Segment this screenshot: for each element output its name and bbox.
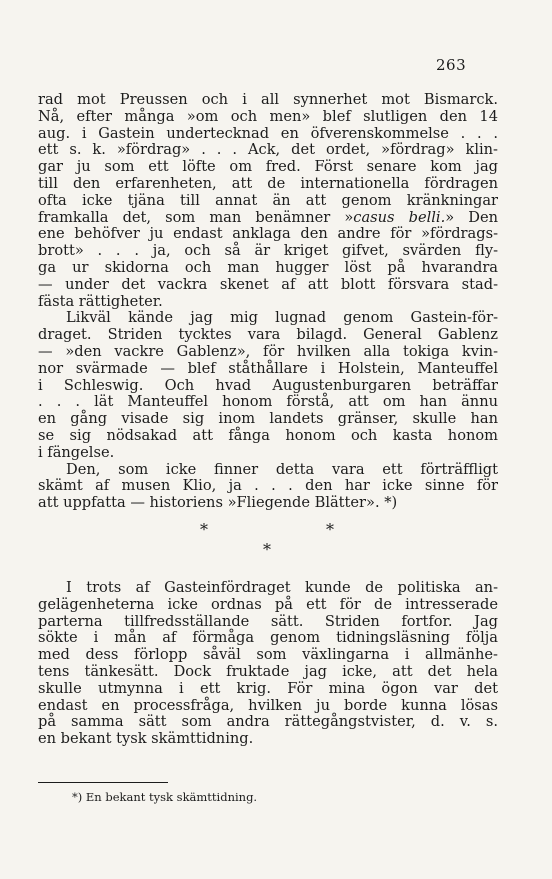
text-line: Likväl kände jag mig lugnad genom Gastein-för-	[66, 309, 498, 327]
asterisk: *	[263, 539, 271, 559]
text-line: parterna tillfredsställande sätt. Striden fortfor. Jag	[38, 612, 498, 630]
asterisk: *	[326, 519, 334, 539]
paragraph-3	[38, 462, 498, 512]
text-line: draget. Striden tycktes vara bilagd. General Gablenz	[38, 326, 498, 344]
text-line: framkalla det, som man benämner »casus belli.» Den	[38, 208, 498, 226]
text-line: fästa rättigheter.	[38, 292, 163, 310]
text-line: — »den vackre Gablenz», för hvilken alla tokiga kvin-	[38, 342, 498, 360]
text-line: ene behöfver ju endast anklaga den andre för »fördrags-	[38, 225, 498, 243]
paragraph-4	[38, 580, 498, 748]
text-line: i fängelse.	[38, 443, 115, 461]
text-line: se sig nödsakad att fånga honom och kasta honom	[38, 426, 498, 444]
text-line: ga ur skidorna och man hugger löst på hvarandra	[38, 258, 498, 276]
text-line: gelägenheterna icke ordnas på ett för de intresserade	[38, 595, 498, 613]
paragraph-2	[38, 310, 498, 461]
text-line: . . . lät Manteuffel honom förstå, att om han ännu	[38, 393, 498, 411]
text-line: rad mot Preussen och i all synnerhet mot Bismarck.	[38, 91, 498, 108]
page-number: 263	[436, 56, 467, 74]
footnote: *) En bekant tysk skämttidning.	[72, 790, 258, 804]
text-line: tens tänkesätt. Dock fruktade jag icke, att det hela	[38, 662, 498, 680]
text-line: brott» . . . ja, och så är kriget gifvet, svärden fly-	[38, 242, 498, 260]
text-line: nor svärmade — blef ståthållare i Holstein, Manteuffel	[38, 359, 498, 377]
text-line: endast en processfråga, hvilken ju borde kunna lösas	[38, 696, 498, 714]
text-line: att uppfatta — historiens »Fliegende Blätter». *)	[38, 494, 398, 512]
text-line: skämt af musen Klio, ja . . . den har icke sinne för	[38, 477, 498, 495]
text-line: med dess förlopp såväl som växlingarna i allmänhe-	[38, 646, 498, 664]
text-line: i Schleswig. Och hvad Augustenburgaren beträffar	[38, 376, 498, 394]
text-line: aug. i Gastein undertecknad en öfverenskommelse . . .	[38, 124, 498, 142]
text-line: Nå, efter många »om och men» blef slutligen den 14	[38, 107, 498, 125]
text-line: på samma sätt som andra rättegångstvister, d. v. s.	[38, 713, 498, 731]
italic-phrase: casus belli.	[353, 208, 446, 226]
section-break	[38, 512, 498, 580]
footnote-rule	[38, 782, 168, 783]
asterisk: *	[200, 519, 208, 539]
text-line: en gång visade sig inom landets gränser, skulle han	[38, 410, 498, 428]
text-line: — under det vackra skenet af att blott försvara stad-	[38, 275, 498, 293]
text-line: sökte i mån af förmåga genom tidningsläsning följa	[38, 629, 498, 647]
text-line: gar ju som ett löfte om fred. Först senare kom jag	[38, 158, 498, 176]
text-block	[38, 92, 498, 748]
text-line: skulle utmynna i ett krig. För mina ögon var det	[38, 679, 498, 697]
text-line: ett s. k. »fördrag» . . . Ack, det ordet, »fördrag» klin-	[38, 141, 498, 159]
text-line: I trots af Gasteinfördraget kunde de politiska an-	[66, 578, 498, 596]
text-line: en bekant tysk skämttidning.	[38, 730, 254, 748]
paragraph-1	[38, 92, 498, 310]
text-line: till den erfarenheten, att de internationella fördragen	[38, 174, 498, 192]
text-line: ofta icke tjäna till annat än att genom kränkningar	[38, 191, 498, 209]
text-line: Den, som icke finner detta vara ett förträffligt	[66, 460, 498, 478]
